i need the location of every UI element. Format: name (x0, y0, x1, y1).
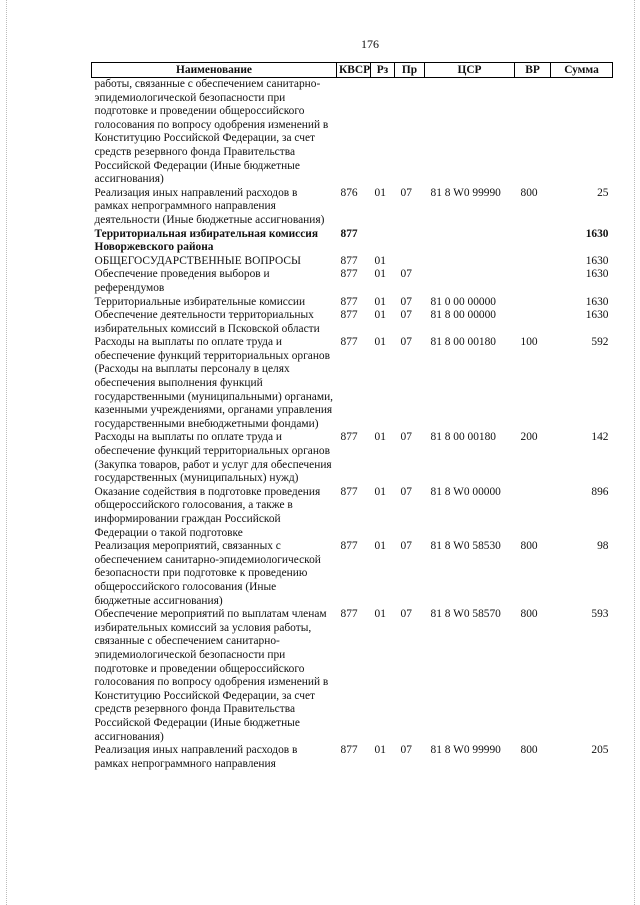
cell-rz: 01 (374, 309, 386, 322)
cell-sum: 1630 (585, 268, 609, 281)
table-row (92, 255, 613, 269)
cell-pr: 07 (400, 540, 412, 553)
cell-name: Реализация иных направлений расходов в рамках непрограммного направления деятельности (Иные бюджетные ассигнования) (94, 186, 325, 226)
cell-name: Территориальная избирательная комиссия Новоржевского района (94, 227, 318, 254)
cell-kvsr: 876 (340, 186, 358, 199)
table-body (92, 78, 613, 772)
table-header (92, 63, 613, 78)
cell-csr: 81 8 W0 99990 (430, 186, 501, 199)
table-row (92, 336, 613, 431)
cell-pr (395, 78, 425, 187)
cell-csr: 81 8 W0 58530 (430, 540, 501, 553)
cell-vr (515, 268, 551, 295)
cell-kvsr: 877 (340, 540, 358, 553)
cell-vr: 800 (520, 608, 538, 621)
cell-csr: 81 8 W0 58570 (430, 608, 501, 621)
cell-kvsr: 877 (340, 268, 358, 281)
cell-name: Оказание содействия в подготовке проведения общероссийского голосования, а также в информировании граждан Российской Федерации о такой подготовке (94, 485, 321, 539)
table-row (92, 296, 613, 310)
cell-sum: 98 (597, 540, 609, 553)
cell-pr: 07 (400, 336, 412, 349)
cell-sum (551, 78, 613, 187)
header-name: Наименование (92, 63, 337, 78)
cell-rz (371, 228, 395, 255)
cell-vr: 800 (520, 186, 538, 199)
header-vr: ВР (515, 63, 551, 78)
cell-rz: 01 (374, 744, 386, 757)
cell-csr: 81 8 W0 00000 (430, 485, 501, 498)
scan-edge-right (634, 0, 636, 905)
cell-pr: 07 (400, 485, 412, 498)
cell-csr: 81 0 00 00000 (430, 295, 496, 308)
cell-pr: 07 (400, 295, 412, 308)
cell-sum: 205 (591, 744, 609, 757)
cell-csr (425, 228, 515, 255)
table-row (92, 268, 613, 295)
table-row (92, 744, 613, 771)
cell-pr: 07 (400, 431, 412, 444)
cell-vr (515, 228, 551, 255)
cell-rz: 01 (374, 431, 386, 444)
cell-rz (371, 78, 395, 187)
cell-sum: 25 (597, 186, 609, 199)
cell-pr: 07 (400, 608, 412, 621)
cell-sum: 1630 (585, 295, 609, 308)
cell-name: Реализация иных направлений расходов в рамках непрограммного направления (94, 744, 298, 770)
cell-kvsr (337, 78, 371, 187)
scan-edge-left (6, 0, 8, 905)
cell-vr (515, 255, 551, 269)
header-sum: Сумма (551, 63, 613, 78)
cell-vr (515, 309, 551, 336)
cell-csr (425, 78, 515, 187)
cell-kvsr: 877 (340, 227, 358, 240)
cell-vr (515, 78, 551, 187)
cell-csr: 81 8 00 00000 (430, 309, 496, 322)
cell-name: Обеспечение мероприятий по выплатам членам избирательных комиссий за условия работы, связанные с обеспечением санитарно-эпидемиологической безопасности при подготовке и проведении общероссийского голосования по вопросу одобрения изменений в Конституцию Российской Федерации, за счет средств резервного фонда Правительства Российской Федерации (Иные бюджетные ассигнования) (94, 608, 329, 743)
cell-name: Расходы на выплаты по оплате труда и обеспечение функций территориальных органов (Расходы на выплаты персоналу в целях обеспечения выполнения функций государственными (муниципальными) органами, казенными учреждениями, органами управления государственными внебюджетными фондами) (94, 336, 334, 430)
cell-rz: 01 (374, 268, 386, 281)
cell-name: Обеспечение проведения выборов и референдумов (94, 268, 270, 294)
cell-sum: 142 (591, 431, 609, 444)
header-rz: Рз (371, 63, 395, 78)
table-row (92, 228, 613, 255)
cell-sum: 593 (591, 608, 609, 621)
cell-vr: 100 (520, 336, 538, 349)
header-csr: ЦСР (425, 63, 515, 78)
cell-rz: 01 (374, 540, 386, 553)
header-kvsr: КВСР (337, 63, 371, 78)
cell-csr (425, 268, 515, 295)
cell-kvsr: 877 (340, 485, 358, 498)
page-number: 176 (361, 37, 379, 51)
cell-pr: 07 (400, 309, 412, 322)
cell-kvsr: 877 (340, 431, 358, 444)
cell-rz: 01 (374, 485, 386, 498)
cell-name: ОБЩЕГОСУДАРСТВЕННЫЕ ВОПРОСЫ (94, 254, 301, 267)
cell-vr: 200 (520, 431, 538, 444)
cell-rz: 01 (374, 186, 386, 199)
cell-vr (515, 486, 551, 540)
cell-pr: 07 (400, 186, 412, 199)
cell-vr: 800 (520, 744, 538, 757)
cell-kvsr: 877 (340, 744, 358, 757)
cell-pr (395, 255, 425, 269)
budget-table (91, 62, 613, 771)
table-row (92, 309, 613, 336)
table-row (92, 486, 613, 540)
table-row (92, 187, 613, 228)
table-row (92, 431, 613, 485)
cell-rz: 01 (374, 254, 386, 267)
cell-sum: 896 (591, 485, 609, 498)
cell-rz: 01 (374, 336, 386, 349)
cell-name: работы, связанные с обеспечением санитарно-эпидемиологической безопасности при подготовке и проведении общероссийского голосования по вопросу одобрения изменений в Конституцию Российской Федерации, за счет средств резервного фонда Правительства Российской Федерации (Иные бюджетные ассигнования) (94, 78, 329, 186)
cell-rz: 01 (374, 295, 386, 308)
table-row (92, 78, 613, 187)
cell-kvsr: 877 (340, 309, 358, 322)
cell-pr: 07 (400, 268, 412, 281)
cell-kvsr: 877 (340, 336, 358, 349)
cell-rz: 01 (374, 608, 386, 621)
header-pr: Пр (395, 63, 425, 78)
cell-sum: 1630 (585, 227, 609, 240)
cell-csr (425, 255, 515, 269)
cell-csr: 81 8 W0 99990 (430, 744, 501, 757)
table-row (92, 540, 613, 608)
cell-sum: 592 (591, 336, 609, 349)
cell-kvsr: 877 (340, 295, 358, 308)
cell-name: Расходы на выплаты по оплате труда и обеспечение функций территориальных органов (Закупка товаров, работ и услуг для обеспечения государственных (муниципальных) нужд) (94, 431, 332, 485)
table-row (92, 608, 613, 744)
cell-csr: 81 8 00 00180 (430, 431, 496, 444)
cell-pr (395, 228, 425, 255)
cell-vr (515, 296, 551, 310)
cell-pr: 07 (400, 744, 412, 757)
cell-name: Обеспечение деятельности территориальных избирательных комиссий в Псковской области (94, 309, 320, 335)
cell-sum: 1630 (585, 309, 609, 322)
cell-vr: 800 (520, 540, 538, 553)
cell-name: Территориальные избирательные комиссии (94, 295, 306, 308)
cell-name: Реализация мероприятий, связанных с обеспечением санитарно-эпидемиологической безопасности при подготовке к проведению общероссийского голосования (Иные бюджетные ассигнования) (94, 540, 321, 607)
cell-sum: 1630 (585, 254, 609, 267)
cell-kvsr: 877 (340, 608, 358, 621)
cell-csr: 81 8 00 00180 (430, 336, 496, 349)
cell-kvsr: 877 (340, 254, 358, 267)
